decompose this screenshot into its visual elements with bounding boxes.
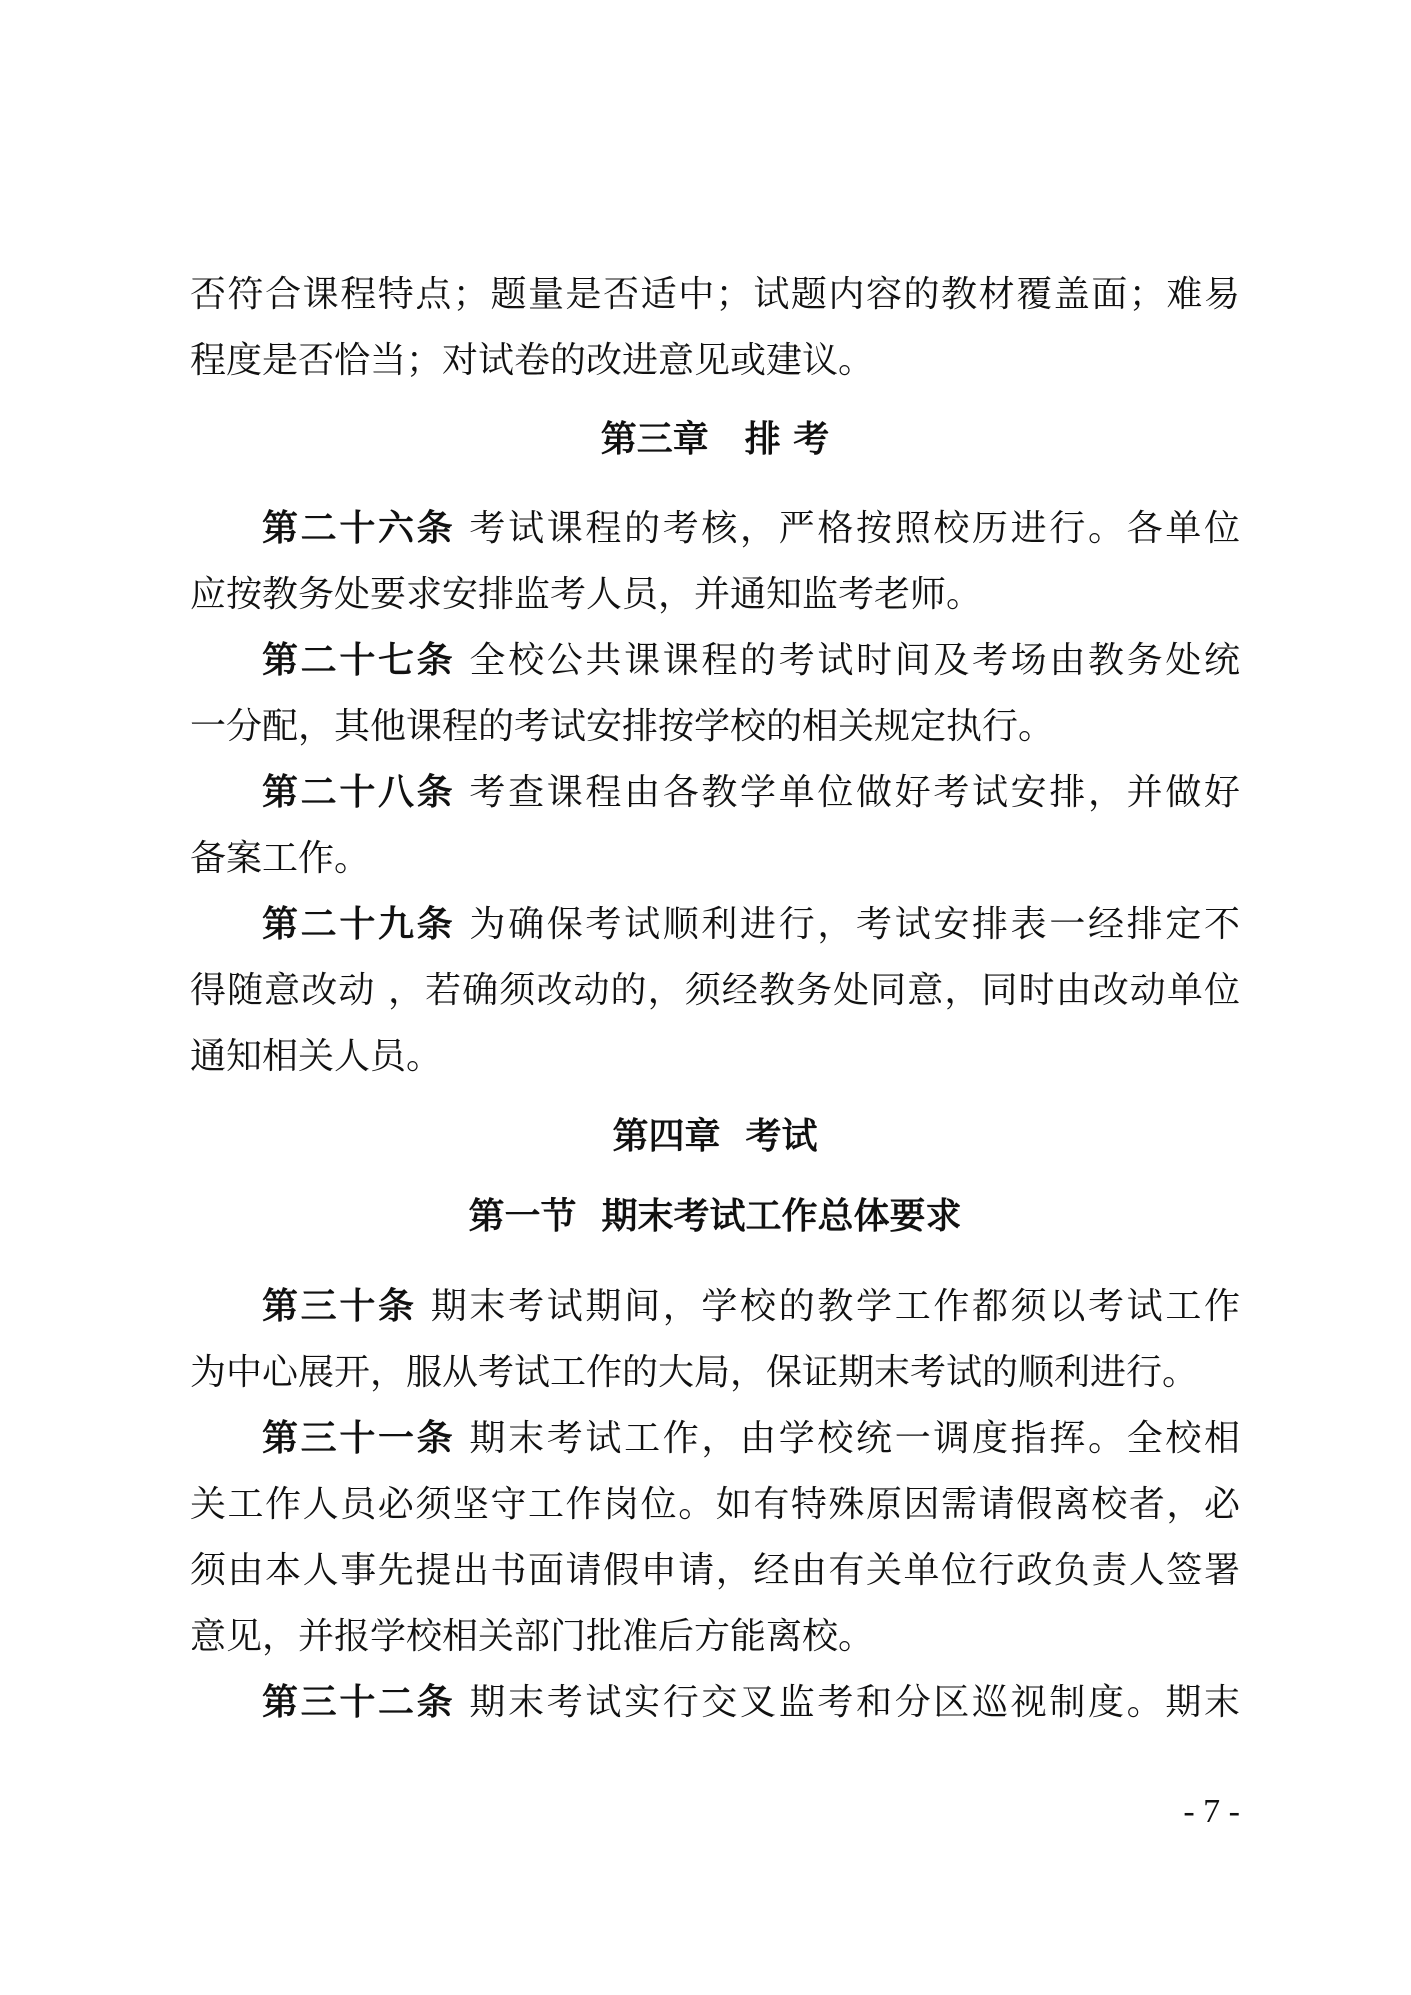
paragraph-line: 程度是否恰当；对试卷的改进意见或建议。 — [190, 340, 875, 381]
paragraph-line: 为中心展开，服从考试工作的大局，保证期末考试的顺利进行。 — [190, 1352, 1199, 1393]
article-label: 第三十二条 — [262, 1682, 456, 1723]
page-number: - 7 - — [1183, 1793, 1240, 1830]
article-label: 第三十一条 — [262, 1418, 456, 1459]
article-label: 第二十八条 — [262, 772, 456, 813]
article-label: 第二十九条 — [262, 904, 456, 945]
article-29: 第二十九条 为确保考试顺利进行，考试安排表一经排定不 — [262, 904, 1240, 945]
section-1-heading: 第一节 期末考试工作总体要求 — [468, 1196, 962, 1237]
paragraph-line: 备案工作。 — [190, 838, 371, 879]
paragraph-line: 得随意改动 ，若确须改动的，须经教务处同意，同时由改动单位 — [190, 970, 1240, 1011]
article-26: 第二十六条 考试课程的考核，严格按照校历进行。各单位 — [262, 508, 1240, 549]
paragraph-line: 应按教务处要求安排监考人员，并通知监考老师。 — [190, 574, 983, 615]
paragraph-line: 否符合课程特点；题量是否适中；试题内容的教材覆盖面；难易 — [190, 274, 1240, 315]
article-30: 第三十条 期末考试期间，学校的教学工作都须以考试工作 — [262, 1286, 1240, 1327]
paragraph-line: 意见，并报学校相关部门批准后方能离校。 — [190, 1616, 875, 1657]
chapter-3-heading: 第三章 排 考 — [600, 419, 830, 460]
article-32: 第三十二条 期末考试实行交叉监考和分区巡视制度。期末 — [262, 1682, 1240, 1723]
paragraph-line: 一分配，其他课程的考试安排按学校的相关规定执行。 — [190, 706, 1055, 747]
article-label: 第二十七条 — [262, 640, 456, 681]
article-27: 第二十七条 全校公共课课程的考试时间及考场由教务处统 — [262, 640, 1240, 681]
article-label: 第三十条 — [262, 1286, 417, 1327]
paragraph-line: 须由本人事先提出书面请假申请，经由有关单位行政负责人签署 — [190, 1550, 1240, 1591]
chapter-4-heading: 第四章 考试 — [612, 1116, 818, 1157]
paragraph-line: 关工作人员必须坚守工作岗位。如有特殊原因需请假离校者，必 — [190, 1484, 1240, 1525]
paragraph-line: 通知相关人员。 — [190, 1036, 443, 1077]
article-label: 第二十六条 — [262, 508, 456, 549]
article-31: 第三十一条 期末考试工作，由学校统一调度指挥。全校相 — [262, 1418, 1240, 1459]
article-28: 第二十八条 考查课程由各教学单位做好考试安排，并做好 — [262, 772, 1240, 813]
